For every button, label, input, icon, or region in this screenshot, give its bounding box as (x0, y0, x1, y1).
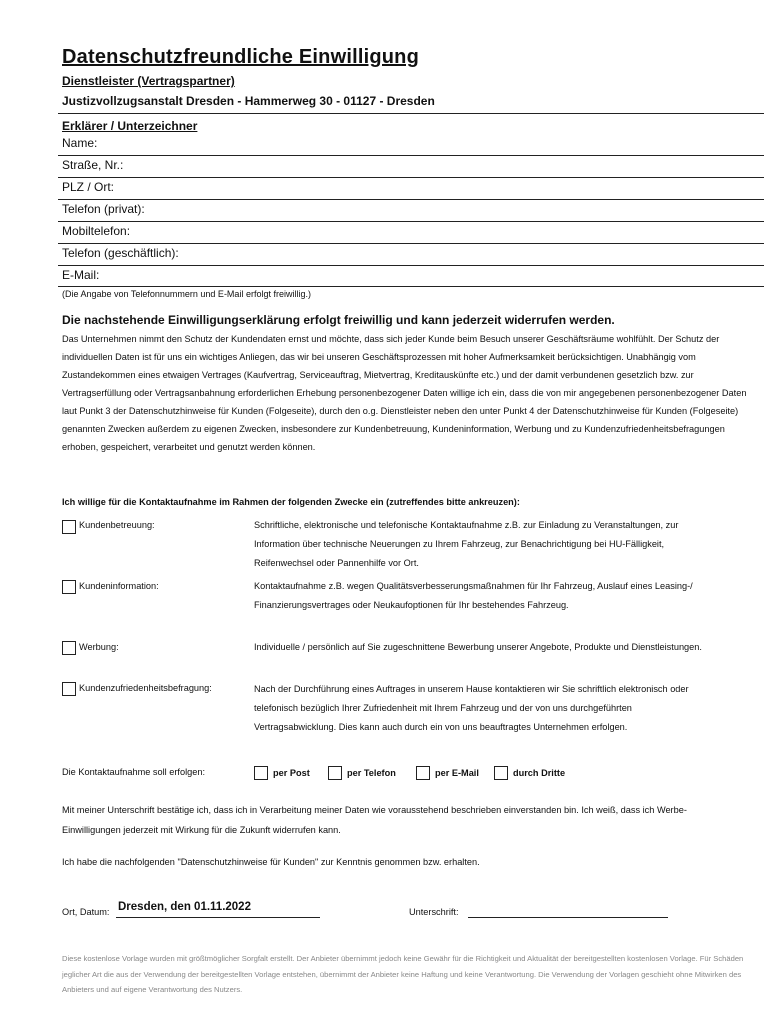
option-label: Kundenbetreuung: (79, 520, 155, 530)
provider-heading: Dienstleister (Vertragspartner) (62, 74, 235, 88)
divider (58, 286, 764, 287)
checkbox-email[interactable] (416, 766, 430, 780)
checkbox-kundenbetreuung[interactable] (62, 520, 76, 534)
signature-line[interactable] (468, 903, 668, 918)
channel-label: per E-Mail (435, 768, 479, 778)
divider (58, 199, 764, 200)
received-text: Ich habe die nachfolgenden "Datenschutzhinweise für Kunden" zur Kenntnis genommen bzw. erhalten. (62, 857, 480, 867)
checkbox-werbung[interactable] (62, 641, 76, 655)
option-label: Kundeninformation: (79, 581, 159, 591)
page-title: Datenschutzfreundliche Einwilligung (62, 46, 420, 68)
checkbox-kundeninformation[interactable] (62, 580, 76, 594)
signer-heading: Erklärer / Unterzeichner (62, 119, 198, 133)
mobile-field[interactable]: Mobiltelefon: (62, 224, 131, 238)
phone-business-field[interactable]: Telefon (geschäftlich): (62, 246, 179, 260)
divider (58, 243, 764, 244)
channel-label: per Telefon (347, 768, 396, 778)
option-description: Nach der Durchführung eines Auftrages in unserem Hause kontaktieren wir Sie schriftlich elektronisch oder telefonisch bezüglich Ihrer Zufriedenheit mit Ihrem Fahrzeug und der von uns durchgeführten Vertragsabwicklung. Dies kann auch durch ein von uns beauftragtes Unternehmen erfolgen. (254, 684, 689, 732)
checkbox-kundenzufriedenheit[interactable] (62, 682, 76, 696)
confirm-text: Mit meiner Unterschrift bestätige ich, dass ich in Verarbeitung meiner Daten wie vorausstehend beschrieben einverstanden bin. Ich weiß, dass ich Werbe-Einwilligungen jederzeit mit Wirkung für die Zukunft widerrufen kann. (62, 805, 687, 835)
signature-label: Unterschrift: (409, 907, 459, 917)
option-description: Individuelle / persönlich auf Sie zugeschnittene Bewerbung unserer Angebote, Produkte und Dienstleistungen. (254, 642, 702, 652)
checkbox-dritte[interactable] (494, 766, 508, 780)
consent-heading: Die nachstehende Einwilligungserklärung erfolgt freiwillig und kann jederzeit widerrufen werden. (62, 313, 615, 327)
option-description: Schriftliche, elektronische und telefonische Kontaktaufnahme z.B. zur Einladung zu Veranstaltungen, zur Information über technische Neuerungen zu Ihrem Fahrzeug, zur Benachrichtigung bei HU-Fälligkeit, Reifenwechsel oder Pannenhilfe vor Ort. (254, 520, 679, 568)
channel-label: per Post (273, 768, 310, 778)
optional-note: (Die Angabe von Telefonnummern und E-Mail erfolgt freiwillig.) (62, 289, 311, 299)
place-date-label: Ort, Datum: (62, 907, 110, 917)
contact-label: Die Kontaktaufnahme soll erfolgen: (62, 767, 206, 777)
email-field[interactable]: E-Mail: (62, 268, 100, 282)
checkbox-post[interactable] (254, 766, 268, 780)
divider (58, 221, 764, 222)
name-field[interactable]: Name: (62, 136, 98, 150)
channel-email[interactable] (416, 766, 479, 780)
purposes-heading: Ich willige für die Kontaktaufnahme im Rahmen der folgenden Zwecke ein (zutreffendes bitte ankreuzen): (62, 497, 520, 507)
divider (58, 177, 764, 178)
place-date-input[interactable] (116, 903, 320, 918)
channel-label: durch Dritte (513, 768, 566, 778)
provider-address: Justizvollzugsanstalt Dresden - Hammerweg 30 - 01127 - Dresden (62, 94, 435, 108)
option-label: Kundenzufriedenheitsbefragung: (79, 683, 212, 693)
divider (58, 265, 764, 266)
zip-city-field[interactable]: PLZ / Ort: (62, 180, 115, 194)
channel-telefon[interactable] (328, 766, 396, 780)
option-description: Kontaktaufnahme z.B. wegen Qualitätsverbesserungsmaßnahmen für Ihr Fahrzeug, Auslauf eines Leasing-/ Finanzierungsvertrages oder Neukaufoptionen für Ihr bestehendes Fahrzeug. (254, 581, 693, 610)
checkbox-telefon[interactable] (328, 766, 342, 780)
phone-private-field[interactable]: Telefon (privat): (62, 202, 145, 216)
place-date-value: Dresden, den 01.11.2022 (118, 901, 251, 913)
channel-dritte[interactable] (494, 766, 565, 780)
consent-paragraph: Das Unternehmen nimmt den Schutz der Kundendaten ernst und möchte, dass sich jeder Kunde beim Besuch unserer Geschäftsräume wohlfühlt. Der Schutz der individuellen Daten ist für uns ein wichtiges Anliegen, das wir bei unseren Geschäftsprozessen mit hoher Aufmerksamkeit berücksichtigen. Unabhängig vom Zustandekommen eines etwaigen Vertrages (Kaufvertrag, Serviceauftrag, Mietvertrag, Kreditauskünfte etc.) und der damit verbundenen gesetzlich bzw. zur Vertragserfüllung oder Vertragsanbahnung erforderlichen Erhebung personenbezogener Daten willige ich ein, dass die von mir angegebenen personenbezogener Daten laut Punkt 3 der Datenschutzhinweise für Kunden (Folgeseite), durch den o.g. Dienstleister neben den unter Punkt 4 der Datenschutzhinweise für Kunden (Folgeseite) genannten Zwecken außerdem zu eigenen Zwecken, insbesondere zur Kundenbetreuung, Kundeninformation, Werbung und zu Kundenzufriedenheitsbefragungen erhoben, gespeichert, verarbeitet und genutzt werden können. (62, 334, 747, 452)
divider (58, 155, 764, 156)
option-label: Werbung: (79, 642, 119, 652)
channel-post[interactable] (254, 766, 310, 780)
footer-disclaimer: Diese kostenlose Vorlage wurden mit größtmöglicher Sorgfalt erstellt. Der Anbieter übernimmt jedoch keine Gewähr für die Richtigkeit und Aktualität der bereitgestellten kostenlosen Vorlage. Für Schäden jeglicher Art die aus der Verwendung der bereitgestellten Vorlage entstehen, übernimmt der Anbieter keine Haftung und keine Verantwortung. Die Verwendung der Vorlagen geschieht ohne Mitwirken des Anbieters und auf eigene Verantwortung des Nutzers. (62, 954, 744, 994)
divider (58, 113, 764, 114)
street-field[interactable]: Straße, Nr.: (62, 158, 124, 172)
